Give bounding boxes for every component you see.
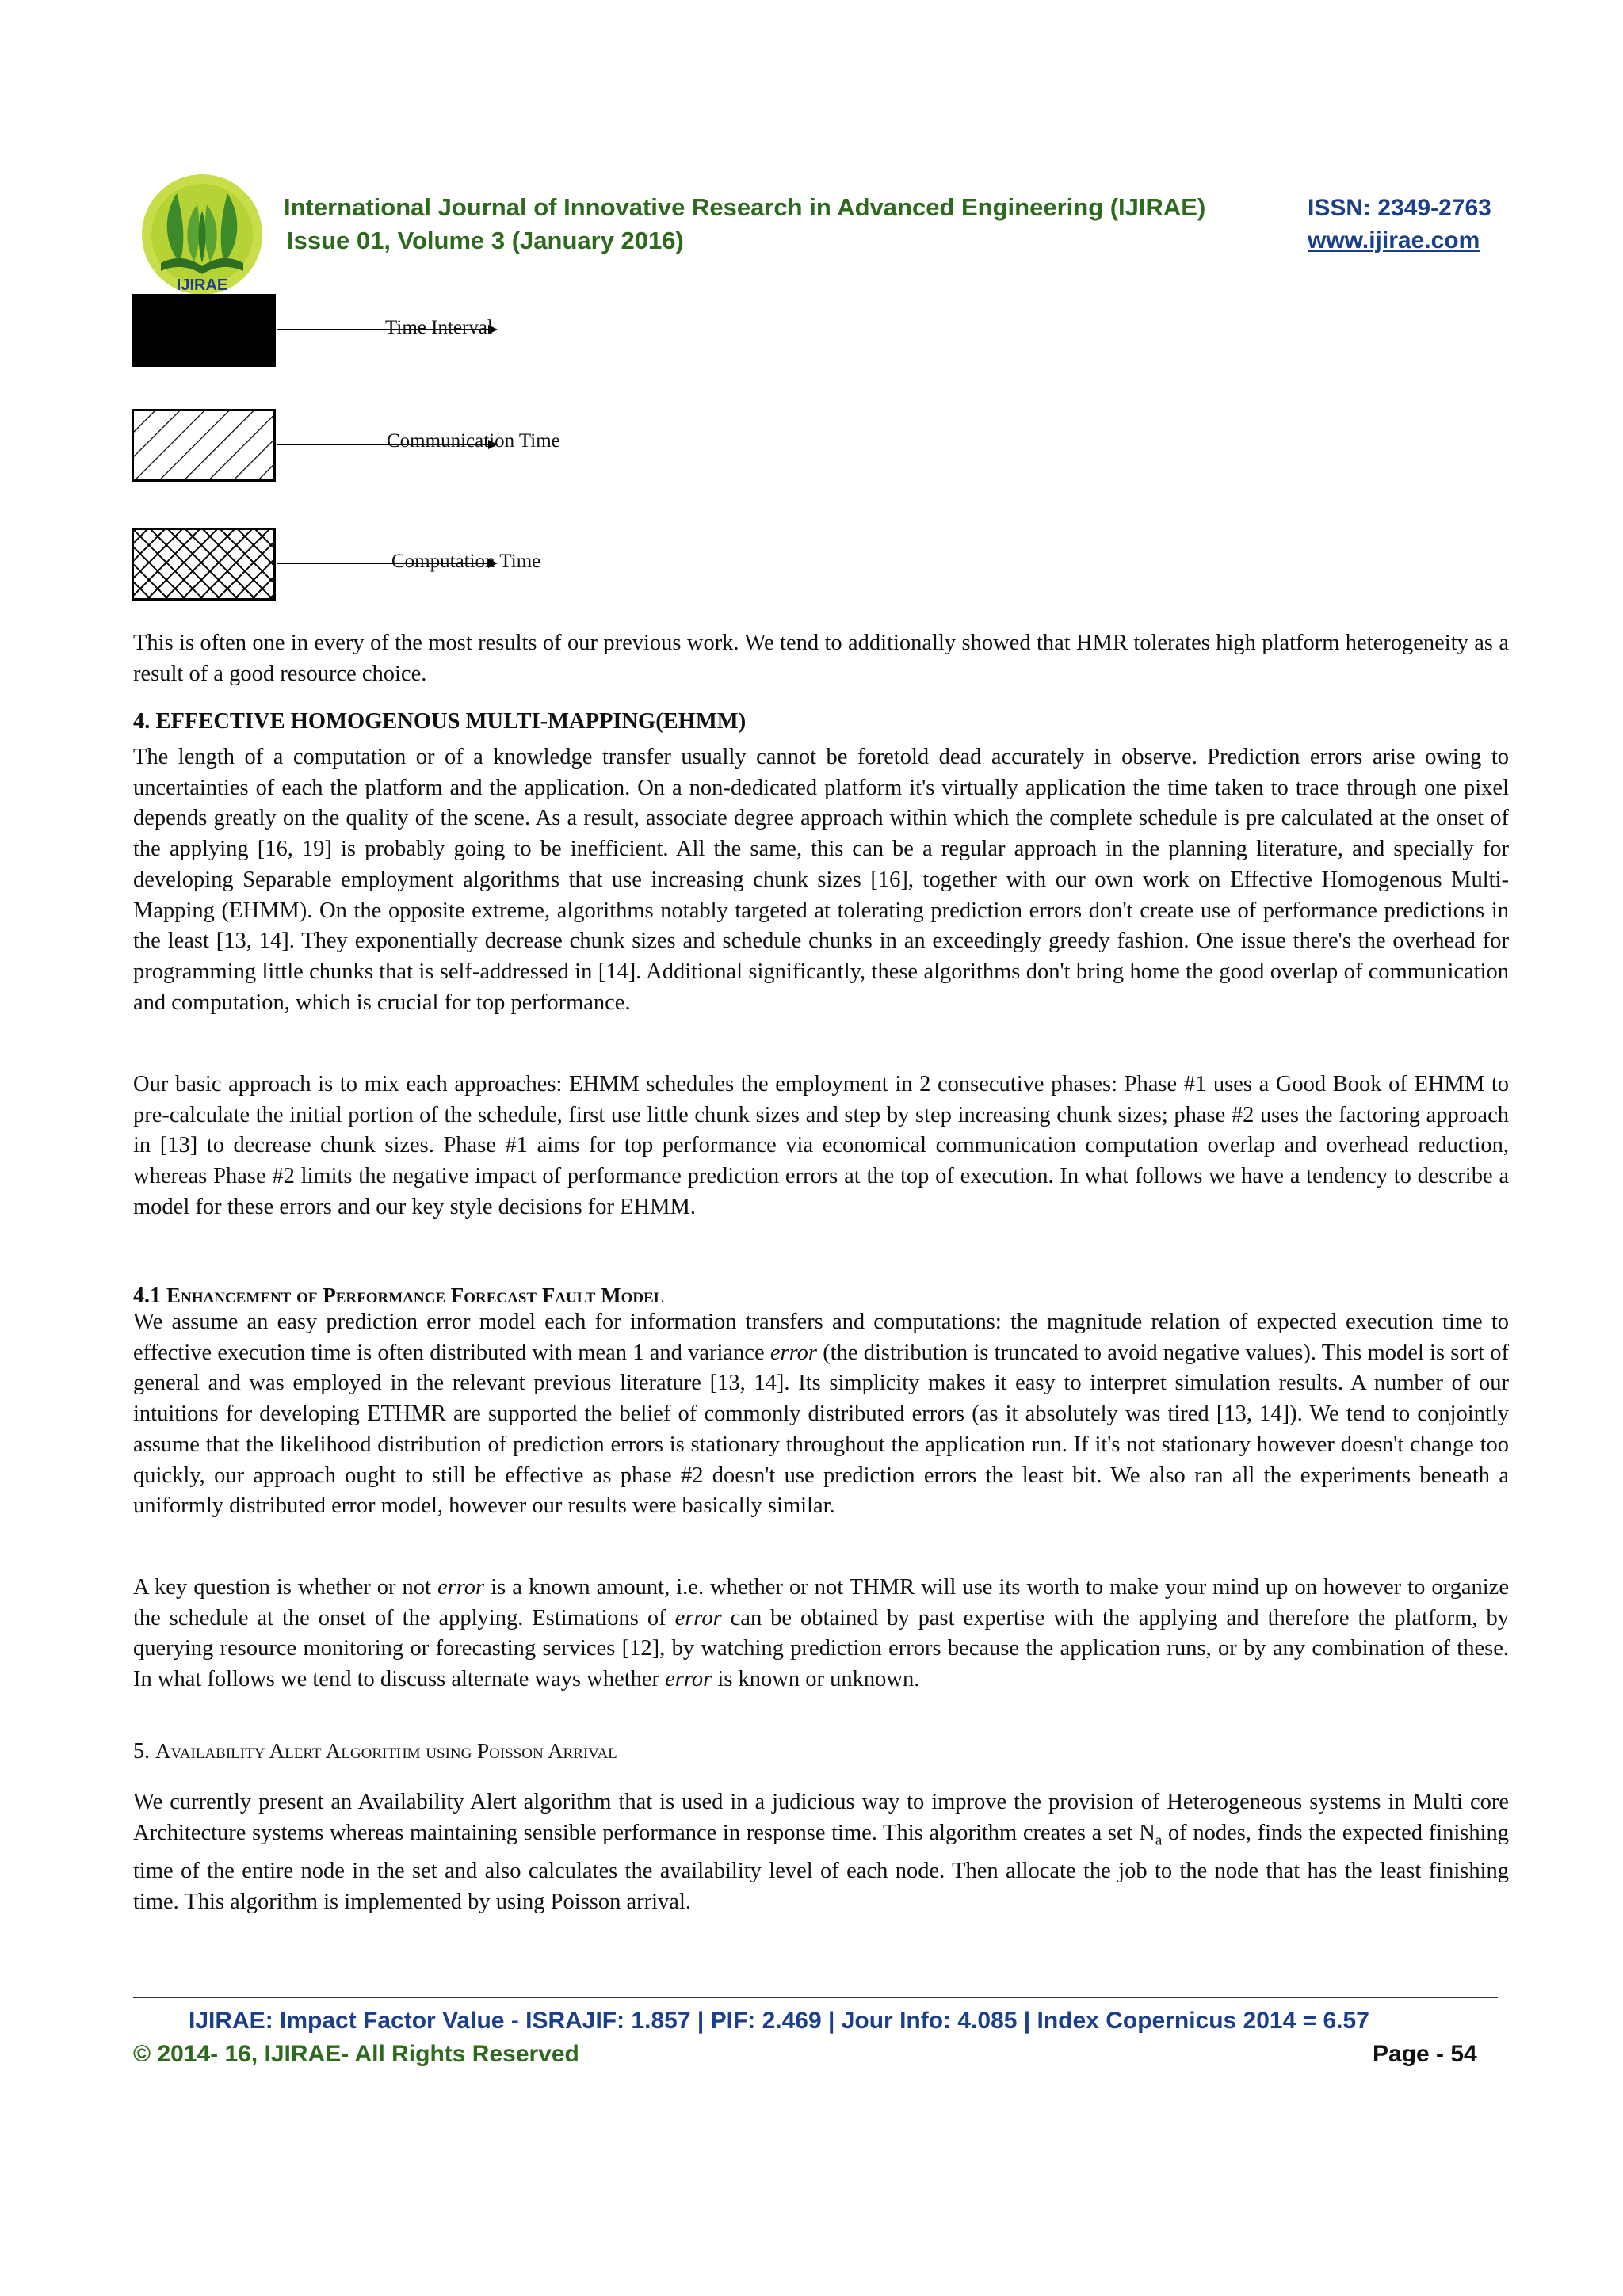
cross-hatch-box-icon bbox=[132, 528, 276, 601]
footer-copyright: © 2014- 16, IJIRAE- All Rights Reserved bbox=[133, 2041, 579, 2067]
intro-paragraph: This is often one in every of the most results of our previous work. We tend to additionally showed that HMR tolerates high platform heterogeneity as a result of a good resource choice. bbox=[133, 631, 1509, 686]
section-5-paragraph-1: We currently present an Availability Alert algorithm that is used in a judicious way to improve the provision of Heterogeneous systems in Multi core Architecture systems whereas maintaining sensible performance in response time. This algorithm creates a set $N_a$ of nodes, finds the expected finishing time of the entire node in the set and also calculates the availability level of each node. Then allocate the job to the node that has the least finishing time. This algorithm is implemented by using Poisson arrival. bbox=[133, 1790, 1509, 1914]
issn: ISSN: 2349-2763 bbox=[1308, 195, 1491, 221]
legend-item-computation-time bbox=[132, 528, 575, 601]
journal-title: International Journal of Innovative Research in Advanced Engineering (IJIRAE) bbox=[284, 193, 1206, 221]
section-title: Availability Alert Algorithm using Poisson Arrival bbox=[155, 1739, 617, 1763]
ijirae-logo-icon bbox=[131, 170, 297, 296]
logo-text: IJIRAE bbox=[176, 277, 228, 294]
footer-metrics: IJIRAE: Impact Factor Value - ISRAJIF: 1.857 | PIF: 2.469 | Jour Info: 4.085 | Index Copernicus 2014 = 6.57 bbox=[189, 2008, 1369, 2034]
legend-label: Communication Time bbox=[387, 430, 560, 452]
section-title: Enhancement of Performance Forecast Fault Model bbox=[166, 1283, 664, 1307]
legend-label: Computation Time bbox=[391, 551, 541, 572]
legend-item-communication-time bbox=[132, 409, 575, 482]
journal-website-link[interactable]: www.ijirae.com bbox=[1308, 227, 1480, 254]
journal-logo bbox=[131, 170, 297, 296]
section-5-heading bbox=[133, 1739, 617, 1764]
diagonal-hatch-box-icon bbox=[132, 409, 276, 482]
section-4-1-paragraph-1: We assume an easy prediction error model each for information transfers and computations: the magnitude relation of expected execution time to effective execution time is often distributed with mean 1 and variance error (the distribution is truncated to avoid negative values). This model is sort of general and was employed in the relevant previous literature [13, 14]. Its simplicity makes it easy to interpret simulation results. A number of our intuitions for developing ETHMR are supported the belief of commonly distributed errors (as it absolutely was tired [13, 14]). We tend to conjointly assume that the likelihood distribution of prediction errors is stationary throughout the application run. If it's not stationary however doesn't change too quickly, our approach ought to still be effective as phase #2 doesn't use prediction errors the least bit. We also ran all the experiments beneath a uniformly distributed error model, however our results were basically similar. bbox=[133, 1310, 1509, 1519]
solid-box-icon bbox=[132, 294, 276, 367]
section-4-paragraph-2: Our basic approach is to mix each approaches: EHMM schedules the employment in 2 consecutive phases: Phase #1 uses a Good Book of EHMM to pre-calculate the initial portion of the schedule, first use little chunk sizes and step by step increasing chunk sizes; phase #2 uses the factoring approach in [13] to decrease chunk sizes. Phase #1 aims for top performance via economical communication computation overlap and overhead reduction, whereas Phase #2 limits the negative impact of performance prediction errors at the top of execution. In what follows we have a tendency to describe a model for these errors and our key style decisions for EHMM. bbox=[133, 1072, 1509, 1219]
section-4-1-heading bbox=[133, 1283, 663, 1309]
section-4-paragraph-1: The length of a computation or of a knowledge transfer usually cannot be foretold dead accurately in observe. Prediction errors arise owing to uncertainties of each the platform and the application. On a non-dedicated platform it's virtually application the time taken to trace through one pixel depends greatly on the quality of the scene. As a result, associate degree approach within which the complete schedule is pre calculated at the onset of the applying [16, 19] is probably going to be inefficient. All the same, this can be a regular approach in the planning literature, and specially for developing Separable employment algorithms that use increasing chunk sizes [16], together with our own work on Effective Homogenous Multi-Mapping (EHMM). On the opposite extreme, algorithms notably targeted at tolerating prediction errors don't create use of performance predictions in the least [13, 14]. They exponentially decrease chunk sizes and schedule chunks in an exceedingly greedy fashion. One issue there's the overhead for programming little chunks that is self-addressed in [14]. Additional significantly, these algorithms don't bring home the good overlap of communication and computation, which is crucial for top performance. bbox=[133, 745, 1509, 1015]
section-4-heading: 4. EFFECTIVE HOMOGENOUS MULTI-MAPPING(EHMM) bbox=[133, 709, 747, 734]
legend-item-time-interval bbox=[132, 294, 575, 367]
legend-label: Time Interval bbox=[385, 317, 493, 338]
section-4-1-paragraph-2: A key question is whether or not error is a known amount, i.e. whether or not THMR will use its worth to make your mind up on however to organize the schedule at the onset of the applying. Estimations of error can be obtained by past expertise with the applying and therefore the platform, by querying resource monitoring or forecasting services [12], by watching prediction errors because the application runs, or by any combination of these. In what follows we tend to discuss alternate ways whether error is known or unknown. bbox=[133, 1575, 1509, 1692]
journal-issue: Issue 01, Volume 3 (January 2016) bbox=[287, 227, 684, 254]
section-number: 4.1 bbox=[133, 1283, 161, 1308]
page-number: Page - 54 bbox=[1373, 2041, 1477, 2067]
section-number: 5. bbox=[133, 1739, 150, 1764]
footer-divider bbox=[133, 1997, 1498, 1998]
